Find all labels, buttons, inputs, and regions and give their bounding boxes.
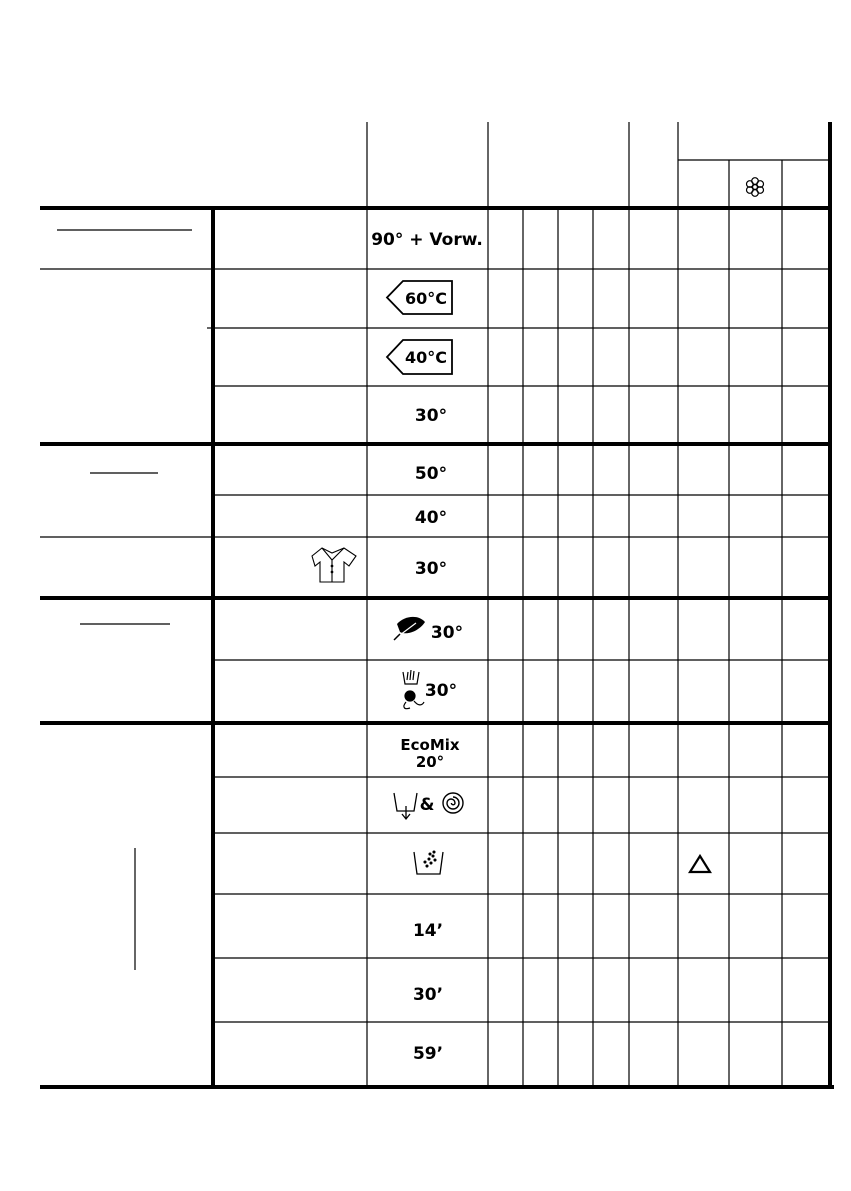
program-temp-label: 30°	[430, 623, 464, 643]
temperature-tag-40	[387, 340, 452, 374]
temperature-tag-60	[387, 281, 452, 314]
duration-label: 14’	[412, 921, 444, 941]
flower-icon	[747, 178, 764, 197]
shirt-icon	[312, 548, 356, 582]
program-temp-label: 30°	[414, 406, 448, 426]
program-temp-label: 40°	[414, 508, 448, 528]
rinse-tub-icon	[414, 851, 443, 874]
duration-label: 30’	[412, 985, 444, 1005]
table-grid-thick	[40, 122, 834, 1089]
ecomix-label: EcoMix	[400, 736, 460, 754]
warning-triangle-icon	[690, 856, 710, 872]
feather-icon	[394, 617, 425, 640]
program-temp-label: 30°	[414, 559, 448, 579]
table-grid-thin	[40, 122, 830, 1087]
duration-label: 59’	[412, 1044, 444, 1064]
tag-label: 60°C	[404, 289, 448, 308]
tag-label: 40°C	[404, 348, 448, 367]
spin-icon	[443, 793, 463, 813]
drain-icon	[394, 793, 417, 819]
program-temp-label: 30°	[424, 681, 458, 701]
ampersand-label: &	[419, 795, 435, 815]
program-temp-label: 50°	[414, 464, 448, 484]
program-temp-label: 90° + Vorw.	[371, 230, 483, 250]
hand-wash-wool-icon	[403, 670, 424, 709]
ecomix-temp-label: 20°	[415, 753, 445, 771]
